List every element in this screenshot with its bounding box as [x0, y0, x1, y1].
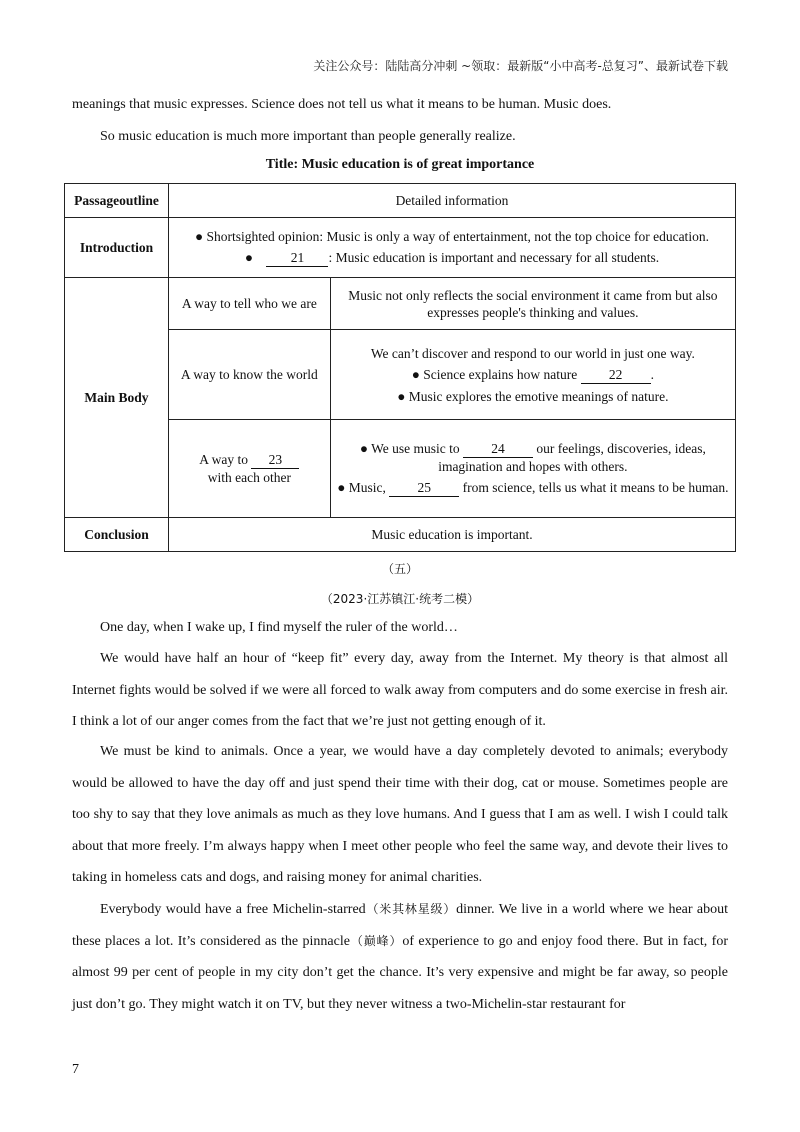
- intro-line-2: So music education is much more important than people generally realize.: [100, 129, 516, 144]
- row2-line2-text: ● Science explains how nature: [411, 366, 578, 382]
- section-number: （五）: [381, 562, 418, 576]
- row3-label-pre: A way to: [199, 452, 249, 467]
- blank-21[interactable]: 21: [266, 249, 328, 267]
- row1-label: A way to tell who we are: [168, 278, 330, 330]
- row3-detail: [330, 420, 735, 518]
- row3-line1: [337, 440, 729, 475]
- row3-line2-post: from science, tells us what it means to be human.: [462, 480, 729, 495]
- row3-line2-pre: ● Music,: [337, 480, 386, 495]
- introduction-detail: [168, 218, 735, 278]
- blank-24[interactable]: 24: [463, 440, 533, 458]
- intro-blank-line: [175, 249, 729, 267]
- row2-label: A way to know the world: [168, 330, 330, 420]
- conclusion-label: Conclusion: [65, 518, 169, 552]
- source-label: （2023·江苏镇江·统考二模）: [320, 592, 480, 606]
- main-body-label: Main Body: [65, 278, 169, 518]
- blank-23[interactable]: 23: [251, 451, 299, 469]
- p4-part-c: of experience to go and enjoy food there. But in fact, for almost 99 per cent of people in my city don’t get the chance. It’s very expensive and might be far away, so people just don’t go. They might watch it on TV, but they never witness a two-Michelin-star restaurant for: [72, 933, 728, 1012]
- passage-paragraph-4: [72, 894, 728, 1020]
- p4-part-b: dinner. We live in a world where we hear about these places a lot. It’s considered as the pinnacle: [72, 902, 728, 949]
- page-header: 关注公众号：陆陆高分冲刺 ~领取：最新版“小中高考-总复习”、最新试卷下载: [313, 59, 728, 73]
- passage-paragraph-1: One day, when I wake up, I find myself the ruler of the world…: [100, 620, 458, 635]
- row3-line1-post: our feelings, discoveries, ideas, imagination and hopes with others.: [438, 441, 706, 474]
- bullet: ●: [244, 250, 253, 265]
- table-header-row: [65, 184, 736, 218]
- row3-label-line2: with each other: [207, 470, 291, 485]
- p4-chinese-gloss-1: （米其林星级）: [365, 902, 457, 916]
- introduction-row: [65, 218, 736, 278]
- intro-blank-rest: : Music education is important and necessary for all students.: [328, 250, 660, 265]
- row1-detail: Music not only reflects the social environment it came from but also expresses people's thinking and values.: [330, 278, 735, 330]
- intro-line-1: meanings that music expresses. Science does not tell us what it means to be human. Music does.: [72, 97, 612, 112]
- introduction-label: Introduction: [65, 218, 169, 278]
- row2-detail: [330, 330, 735, 420]
- p4-part-a: Everybody would have a free Michelin-starred: [100, 902, 366, 917]
- p4-chinese-gloss-2: （巅峰）: [349, 933, 403, 948]
- row2-line2: [337, 366, 729, 384]
- row2-line3: ● Music explores the emotive meanings of nature.: [397, 388, 669, 404]
- header-outline: Passageoutline: [65, 184, 169, 218]
- outline-table: [64, 183, 736, 552]
- table-title: Title: Music education is of great importance: [265, 157, 535, 172]
- row3-label-line1: [175, 451, 324, 469]
- main-body-row-1: [65, 278, 736, 330]
- blank-22[interactable]: 22: [581, 366, 651, 384]
- intro-opinion: ● Shortsighted opinion: Music is only a way of entertainment, not the top choice for education.: [195, 229, 709, 244]
- row3-line1-pre: ● We use music to: [359, 441, 460, 456]
- row2-line1: We can’t discover and respond to our world in just one way.: [370, 345, 695, 361]
- row3-label: [168, 420, 330, 518]
- conclusion-detail: Music education is important.: [168, 518, 735, 552]
- header-detail: Detailed information: [168, 184, 735, 218]
- blank-25[interactable]: 25: [389, 479, 459, 497]
- row2-line2-end: .: [650, 366, 655, 382]
- passage-paragraph-3: We must be kind to animals. Once a year, we would have a day completely devoted to animals; everybody would be allowed to have the day off and just spend their time with their dog, cat or mouse. Sometimes people are too shy to say that they love animals as much as they love humans. And I guess that I am as well. I wish I could talk about that more freely. I’m always happy when I meet other people who feel the same way, and devote their lives to taking in homeless cats and dogs, and raising money for animal charities.: [72, 744, 728, 885]
- page-number: 7: [72, 1062, 79, 1077]
- passage-paragraph-2: We would have half an hour of “keep fit” every day, away from the Internet. My theory is that almost all Internet fights would be solved if we were all forced to walk away from computers and do some exercise in fresh air. I think a lot of our anger comes from the fact that we’re just not getting enough of it.: [72, 651, 728, 729]
- row3-line2: [337, 479, 729, 497]
- conclusion-row: [65, 518, 736, 552]
